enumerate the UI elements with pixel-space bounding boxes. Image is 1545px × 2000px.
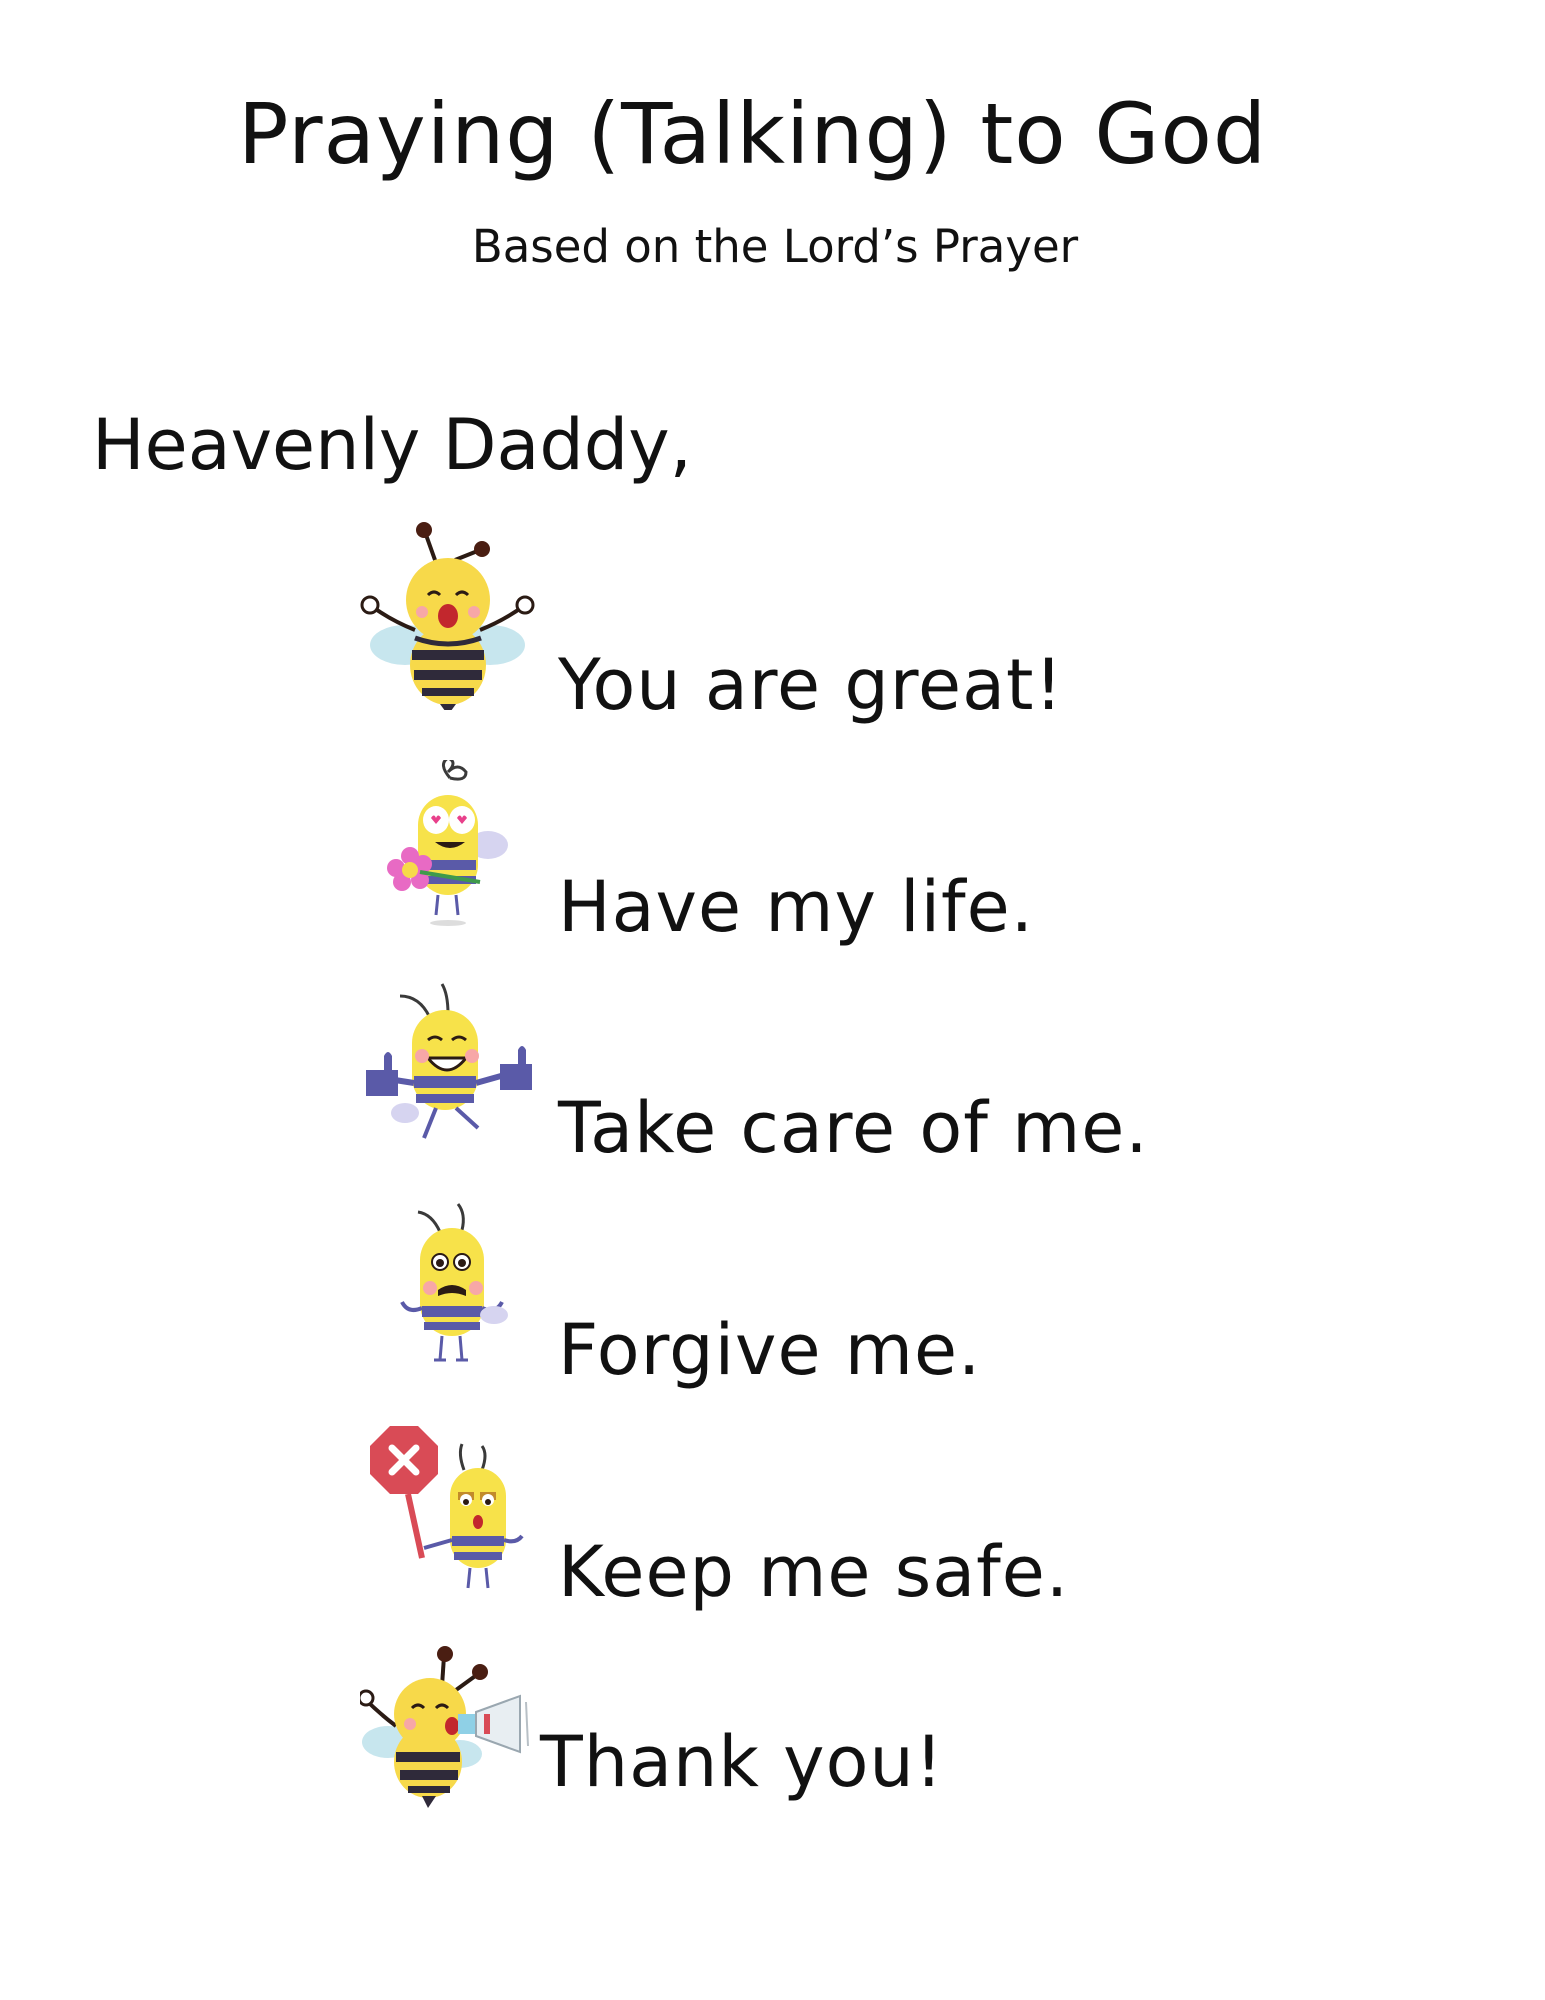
thumbs-up-bee-icon (360, 978, 535, 1153)
page-subtitle: Based on the Lord’s Prayer (471, 220, 1079, 273)
prayer-line-praise: You are great! (558, 644, 1064, 726)
prayer-line-provision: Take care of me. (558, 1087, 1149, 1169)
megaphone-bee-icon (360, 1642, 535, 1812)
page-title: Praying (Talking) to God (237, 85, 1268, 183)
prayer-line-protection: Keep me safe. (558, 1531, 1070, 1613)
greeting: Heavenly Daddy, (92, 404, 692, 486)
stop-sign-bee-icon (368, 1420, 538, 1600)
prayer-line-thanks: Thank you! (540, 1721, 944, 1803)
bee-with-flower-icon (380, 760, 510, 930)
worried-bee-icon (390, 1200, 520, 1375)
prayer-line-forgiveness: Forgive me. (558, 1309, 982, 1391)
prayer-line-surrender: Have my life. (558, 866, 1034, 948)
cheering-bee-icon (360, 520, 535, 710)
